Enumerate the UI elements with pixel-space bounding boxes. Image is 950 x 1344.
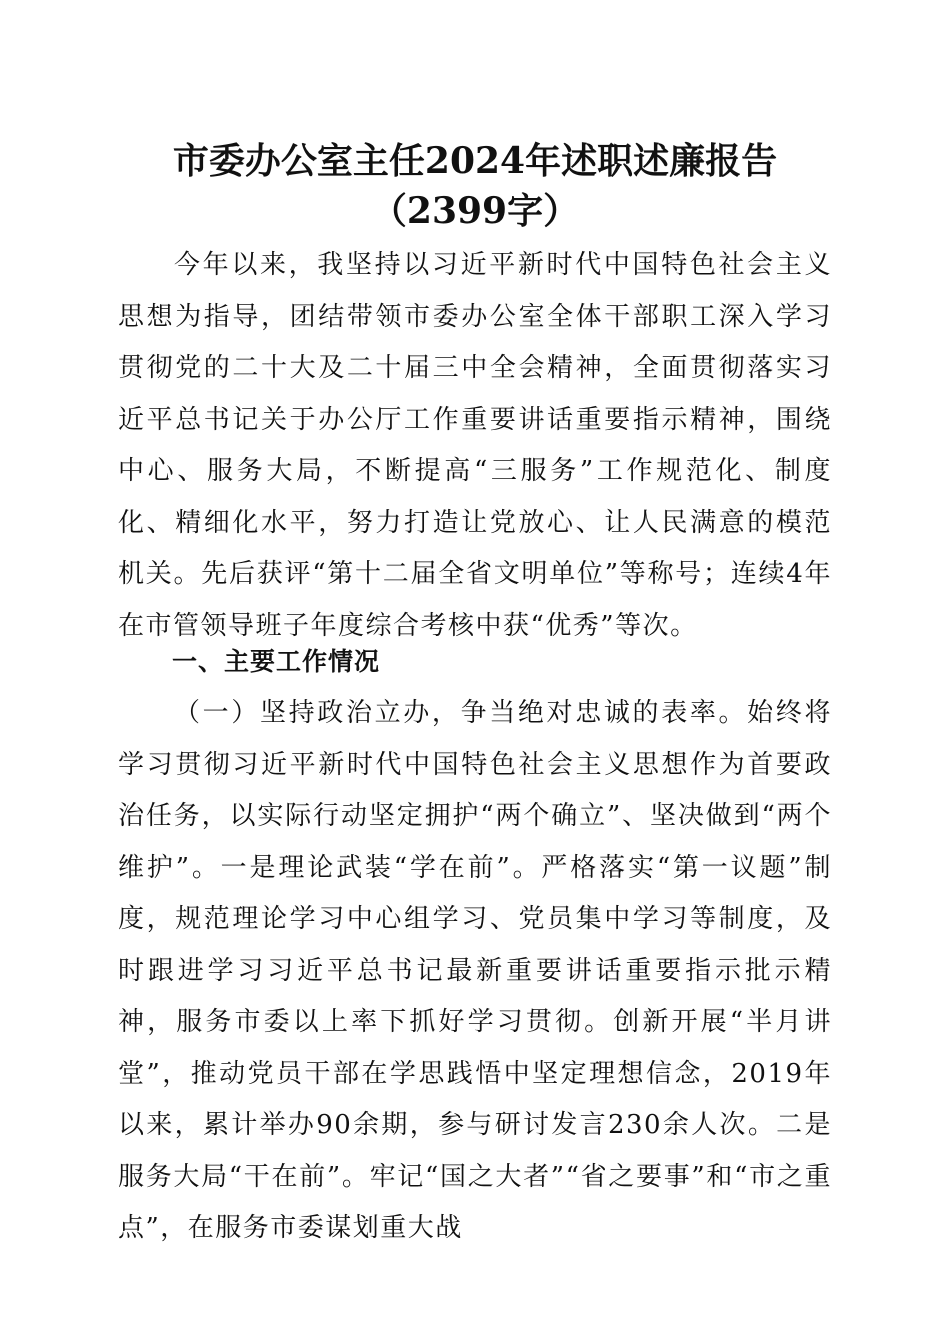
section-heading-main-work: 一、主要工作情况 [172,647,381,676]
document-title: 市委办公室主任2024年述职述廉报告（2399字） [172,140,778,232]
section-paragraph-political: （一）坚持政治立办，争当绝对忠诚的表率。始终将学习贯彻习近平新时代中国特色社会主义思想作为首要政治任务，以实际行动坚定拥护“两个确立”、坚决做到“两个维护”。一是理论武装“学在前”。严格落实“第一议题”制度，规范理论学习中心组学习、党员集中学习等制度，及时跟进学习习近平总书记最新重要讲话重要指示批示精神，服务市委以上率下抓好学习贯彻。创新开展“半月讲堂”，推动党员干部在学思践悟中坚定理想信念，2019年以来，累计举办90余期，参与研讨发言230余人次。二是服务大局“干在前”。牢记“国之大者”“省之要事”和“市之重点”，在服务市委谋划重大战 [118,698,832,1243]
intro-paragraph: 今年以来，我坚持以习近平新时代中国特色社会主义思想为指导，团结带领市委办公室全体干部职工深入学习贯彻党的二十大及二十届三中全会精神，全面贯彻落实习近平总书记关于办公厅工作重要讲话重要指示精神，围绕中心、服务大局，不断提高“三服务”工作规范化、制度化、精细化水平，努力打造让党放心、让人民满意的模范机关。先后获评“第十二届全省文明单位”等称号；连续4年在市管领导班子年度综合考核中获“优秀”等次。 [118,250,832,641]
